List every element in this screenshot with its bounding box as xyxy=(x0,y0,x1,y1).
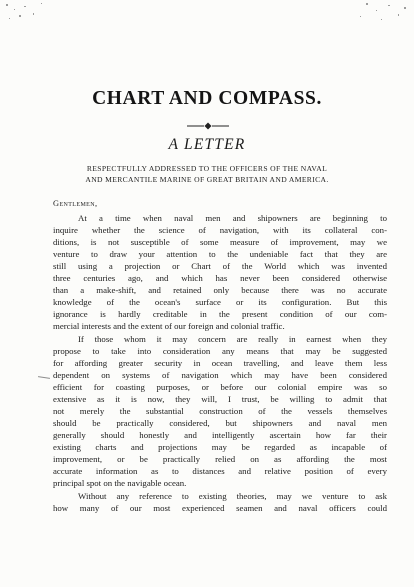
dedication-line: RESPECTFULLY ADDRESSED TO THE OFFICERS OF THE NAVAL xyxy=(86,164,328,173)
dedication xyxy=(0,163,414,185)
body-line: improvement, or be practically relied on as affording the most xyxy=(53,454,387,464)
salutation: Gentlemen, xyxy=(53,199,98,208)
body-line: principal spot on the navigable ocean. xyxy=(53,478,187,488)
body-line: mercial interests and the extent of our foreign and colonial traffic. xyxy=(53,321,285,331)
body-line: not merely the substantial construction of the vessels themselves xyxy=(53,406,387,416)
body-line: ditions, is not susceptible of some measure of improvement, may we xyxy=(53,237,387,247)
body-line: generally should honestly and intelligently ascertain how far their xyxy=(53,430,387,440)
document-subtitle: A LETTER xyxy=(168,136,246,153)
body-line: for affording greater security in ocean travelling, and leave them less xyxy=(53,358,387,368)
margin-pencil-mark xyxy=(38,376,50,379)
body-line: At a time when naval men and shipowners are beginning to xyxy=(78,213,387,223)
body-line: accurate information as to distances and relative position of every xyxy=(53,466,387,476)
dedication-line: AND MERCANTILE MARINE OF GREAT BRITAIN AND AMERICA. xyxy=(85,175,329,184)
body-line: venture to draw your attention to the undeniable fact that they are xyxy=(53,249,387,259)
body-line: ignorance is hardly creditable in the present condition of our com- xyxy=(53,309,387,319)
body-line: than a make-shift, and retained only because there was no accurate xyxy=(53,285,387,295)
body-line: knowledge of the ocean's surface or its configuration. But this xyxy=(53,297,387,307)
body-line: inquire whether the science of navigation, with its collateral con- xyxy=(53,225,387,235)
body-line: propose to take into consideration any means that may be suggested xyxy=(53,346,387,356)
body-line: If those whom it may concern are really in earnest when they xyxy=(78,334,387,344)
body-line: still using a projection or Chart of the World which was invented xyxy=(53,261,387,271)
body-line: extensive as it is now, they will, I trust, be willing to admit that xyxy=(53,394,387,404)
body-line: should be practically considered, but shipowners and naval men xyxy=(53,418,387,428)
ornament-divider xyxy=(187,122,229,130)
body-line: how many of our most experienced seamen and naval officers could xyxy=(53,503,387,513)
body-line: Without any reference to existing theories, may we venture to ask xyxy=(78,491,387,501)
body-line: efficient for coasting purposes, or before our colonial empire was so xyxy=(53,382,387,392)
body-line: three centuries ago, and which has never been considered otherwise xyxy=(53,273,387,283)
document-title: CHART AND COMPASS. xyxy=(92,88,322,109)
body-line: existing charts and projections may be regarded as incapable of xyxy=(53,442,387,452)
body-line: dependent on systems of navigation which may have been considered xyxy=(53,370,387,380)
